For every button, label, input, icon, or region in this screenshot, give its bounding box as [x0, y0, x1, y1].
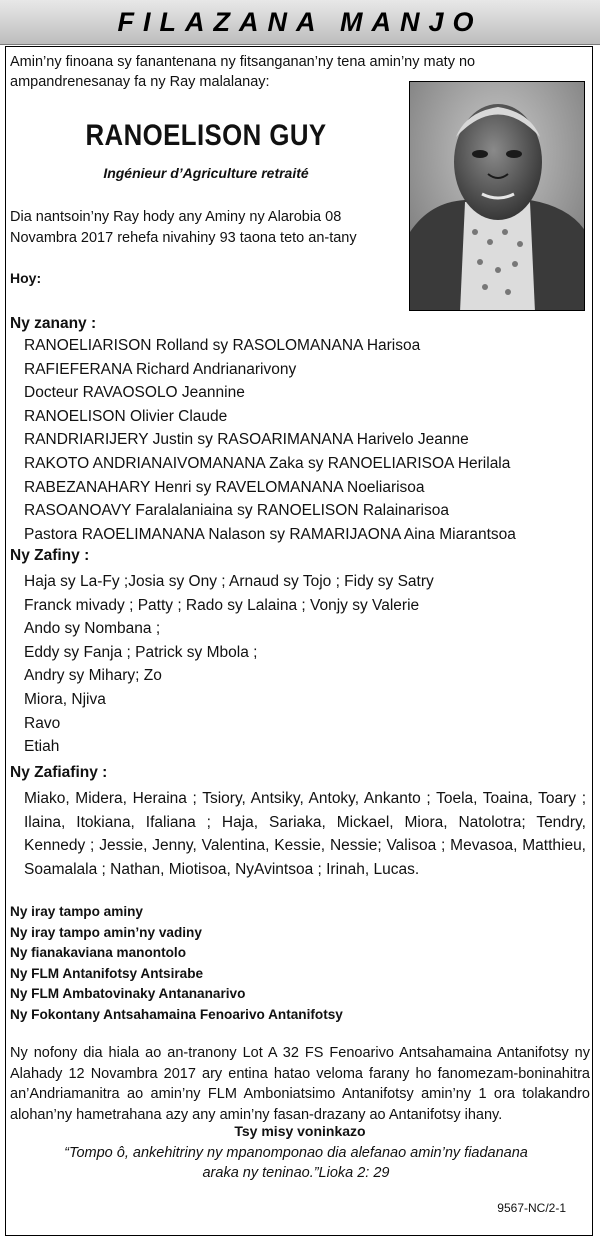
- grandchild-item: Ando sy Nombana ;: [24, 620, 161, 638]
- child-item: RAFIEFERANA Richard Andrianarivony: [24, 360, 297, 378]
- reference-code: 9567-NC/2-1: [497, 1201, 566, 1215]
- child-item: RANDRIARIJERY Justin sy RASOARIMANANA Harivelo Jeanne: [24, 431, 469, 449]
- child-item: RASOANOAVY Faralalaniaina sy RANOELISON Ralainarisoa: [24, 502, 449, 520]
- children-list: [24, 334, 516, 546]
- verse-line-1: “Tompo ô, ankehitriny ny mpanomponao dia alefanao amin’ny fiadanana: [64, 1145, 528, 1161]
- mourners-list: [10, 902, 343, 1026]
- grandchild-item: Etiah: [24, 738, 60, 756]
- children-label: Ny zanany :: [10, 315, 97, 332]
- portrait-photo: [409, 81, 585, 311]
- death-notice: Dia nantsoin’ny Ray hody any Aminy ny Alarobia 08 Novambra 2017 rehefa nivahiny 93 taona teto an-tany: [10, 209, 357, 246]
- intro-text: Amin’ny finoana sy fanantenana ny fitsanganan’ny tena amin’ny maty no ampandrenesanay fa ny Ray malalanay:: [10, 54, 476, 90]
- child-item: Docteur RAVAOSOLO Jeannine: [24, 384, 245, 402]
- mourner-item: Ny FLM Ambatovinaky Antananarivo: [10, 986, 246, 1002]
- obituary-frame: [5, 46, 593, 1236]
- child-item: RABEZANAHARY Henri sy RAVELOMANANA Noeliarisoa: [24, 478, 425, 496]
- great-grandchildren-label: Ny Zafiafiny :: [10, 764, 108, 781]
- mourner-item: Ny Fokontany Antsahamaina Fenoarivo Antanifotsy: [10, 1006, 343, 1022]
- bible-verse: [56, 1143, 536, 1183]
- grandchild-item: Miora, Njiva: [24, 690, 106, 708]
- mourner-item: Ny FLM Antanifotsy Antsirabe: [10, 965, 204, 981]
- child-item: Pastora RAOELIMANANA Nalason sy RAMARIJAONA Aina Miarantsoa: [24, 525, 516, 543]
- mourner-item: Ny iray tampo aminy: [10, 904, 143, 919]
- header-banner: [0, 0, 600, 45]
- deceased-name: RANOELISON GUY: [85, 119, 327, 152]
- grandchild-item: Andry sy Mihary; Zo: [24, 667, 162, 685]
- child-item: RAKOTO ANDRIANAIVOMANANA Zaka sy RANOELIARISOA Herilala: [24, 454, 511, 472]
- portrait-illustration: [410, 82, 585, 311]
- mourner-item: Ny fianakaviana manontolo: [10, 945, 187, 961]
- mourner-item: Ny iray tampo amin’ny vadiny: [10, 924, 202, 940]
- no-flowers-note: Tsy misy voninkazo: [234, 1123, 366, 1139]
- deceased-title: Ingénieur d’Agriculture retraité: [103, 165, 309, 181]
- great-grandchildren-text: Miako, Midera, Heraina ; Tsiory, Antsiky, Antoky, Ankanto ; Toela, Toaina, Toary ; Ilaina, Itokiana, Ifaliana ; Haja, Sariaka, Mickael, Miora, Natolotra; Tendry, Kennedy ; Jessie, Jenny, Valentina, Kessie, Nessie; Valisoa ; Mevasoa, Matthieu, Soamalala ; Nathan, Miotisoa, NyAvintsoa ; Irinah, Lucas.: [24, 790, 586, 878]
- grandchildren-list: [24, 570, 434, 759]
- hoy-label: Hoy:: [10, 270, 42, 286]
- grandchild-item: Franck mivady ; Patty ; Rado sy Lalaina ; Vonjy sy Valerie: [24, 596, 420, 614]
- grandchild-item: Eddy sy Fanja ; Patrick sy Mbola ;: [24, 643, 258, 661]
- funeral-details: Ny nofony dia hiala ao an-tranony Lot A 32 FS Fenoarivo Antsahamaina Antanifotsy ny Alahady 12 Novambra 2017 ary entina hatao veloma farany ho fanomezam-boninahitra an’Andriamanitra ao amin’ny FLM Amboniatsimo Antanifotsy amin’ny 1 ora tolakandro alohan’ny hametrahana azy any amin’ny fasan-drazany ao Antanifotsy ihany.: [10, 1045, 590, 1123]
- child-item: RANOELIARISON Rolland sy RASOLOMANANA Harisoa: [24, 337, 421, 354]
- verse-line-2: araka ny teninao.”Lioka 2: 29: [202, 1165, 390, 1181]
- grandchild-item: Ravo: [24, 714, 61, 732]
- grandchild-item: Haja sy La-Fy ;Josia sy Ony ; Arnaud sy Tojo ; Fidy sy Satry: [24, 573, 434, 590]
- child-item: RANOELISON Olivier Claude: [24, 407, 228, 425]
- grandchildren-label: Ny Zafiny :: [10, 547, 90, 564]
- page-title: FILAZANA MANJO: [117, 6, 483, 37]
